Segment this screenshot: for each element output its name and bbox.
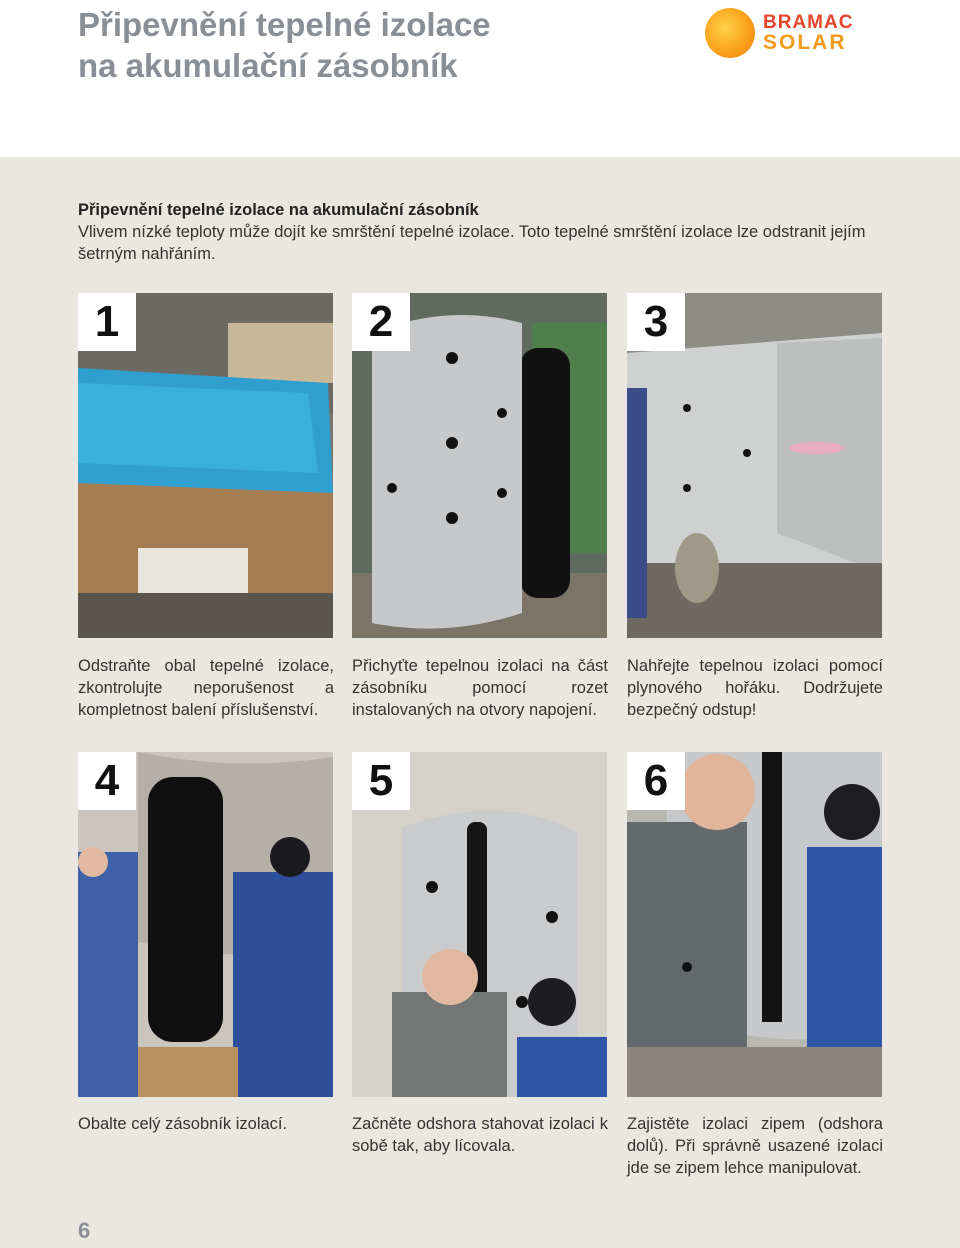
step-5-number: 5 [352, 752, 410, 810]
title-line-2: na akumulační zásobník [78, 47, 458, 84]
logo-text-bramac: BRAMAC [763, 12, 854, 33]
step-4-number: 4 [78, 752, 136, 810]
step-3-caption: Nahřejte tepelnou izolaci pomocí plynového hořáku. Dodržujete bezpečný odstup! [627, 657, 883, 719]
step-6-caption: Zajistěte izolaci zipem (odshora dolů). Při správně usazené izolaci jde se zipem lehce manipulovat. [627, 1115, 883, 1177]
intro-section [78, 199, 888, 265]
step-1-photo [78, 293, 333, 638]
page-header [0, 0, 960, 157]
title-line-1: Připevnění tepelné izolace [78, 6, 491, 43]
page-number: 6 [78, 1218, 91, 1243]
step-2-number: 2 [352, 293, 410, 351]
step-4-caption: Obalte celý zásobník izolací. [78, 1115, 288, 1133]
bramac-solar-logo [705, 8, 885, 60]
step-5-caption: Začněte odshora stahovat izolaci k sobě tak, aby lícovala. [352, 1115, 608, 1155]
step-4-photo [78, 752, 333, 1097]
step-3-photo [627, 293, 882, 638]
logo-text-solar: SOLAR [763, 31, 847, 54]
step-2-caption: Přichyťte tepelnou izolaci na část zásobníku pomocí rozet instalovaných na otvory napojení. [352, 657, 608, 719]
step-2-photo [352, 293, 607, 638]
step-3-number: 3 [627, 293, 685, 351]
step-6-photo [627, 752, 882, 1097]
intro-heading: Připevnění tepelné izolace na akumulační zásobník [78, 201, 479, 219]
step-5-photo [352, 752, 607, 1097]
sun-icon [705, 8, 755, 58]
intro-text: Vlivem nízké teploty může dojít ke smrštění tepelné izolace. Toto tepelné smrštění izolace lze odstranit jejím šetrným nahřáním. [78, 223, 866, 263]
step-1-number: 1 [78, 293, 136, 351]
page-title [78, 4, 678, 86]
step-1-caption: Odstraňte obal tepelné izolace, zkontrolujte neporušenost a kompletnost balení příslušenství. [78, 657, 334, 719]
step-6-number: 6 [627, 752, 685, 810]
